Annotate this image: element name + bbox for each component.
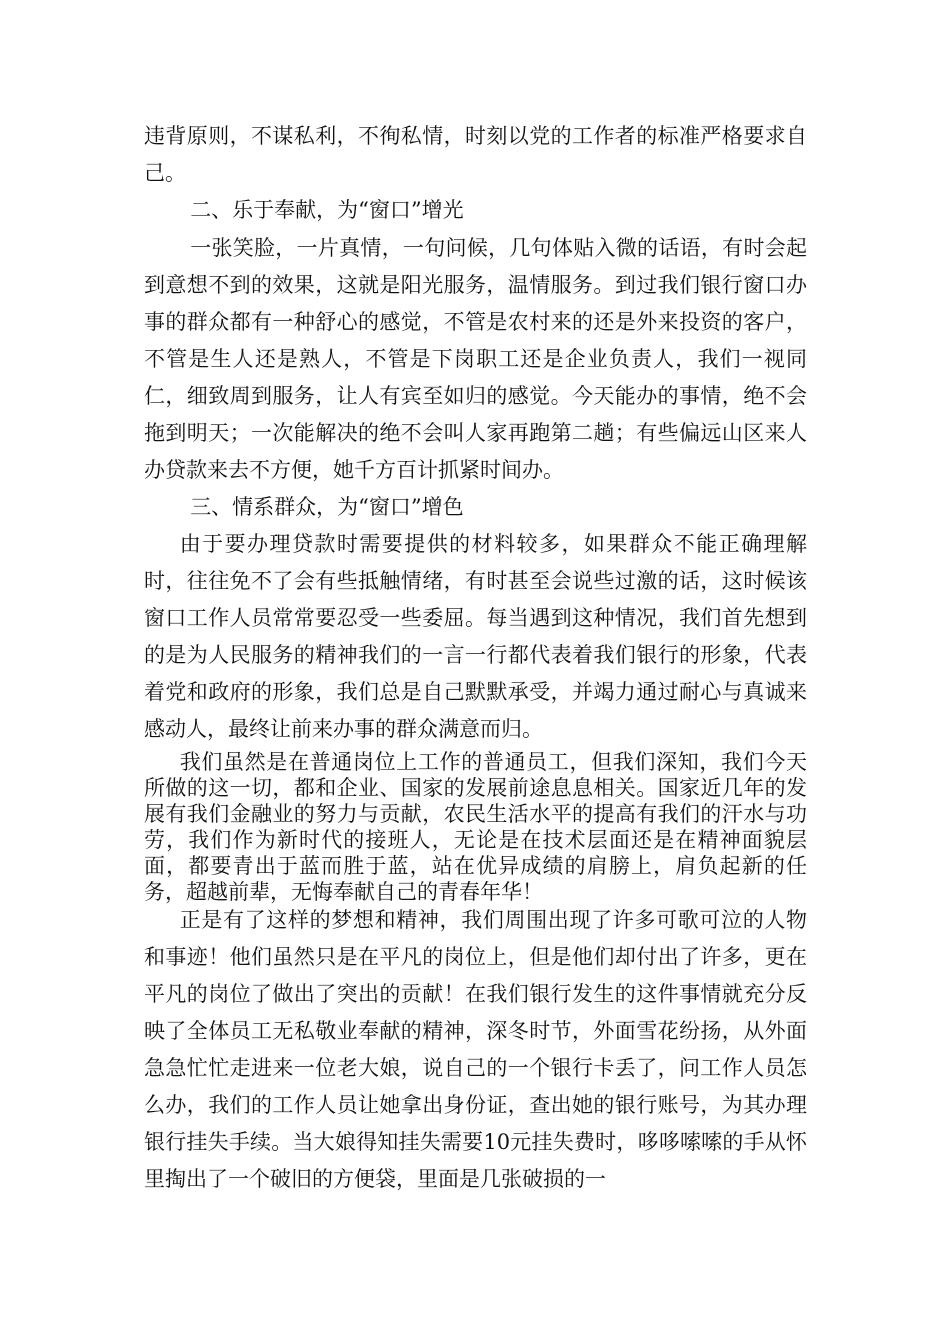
para-5-block: [144, 902, 807, 1198]
heading-3-block: [144, 489, 807, 526]
para-3-block: [144, 526, 807, 748]
section-heading-3: 三、情系群众，为“窗口”增色: [190, 495, 464, 519]
carryover-paragraph: 违背原则，不谋私利，不徇私情，时刻以党的工作者的标准严格要求自己。: [144, 124, 807, 185]
heading-2-block: [144, 192, 807, 229]
carryover-block: [144, 118, 807, 192]
body-paragraph-3: 由于要办理贷款时需要提供的材料较多，如果群众不能正确理解时，往往免不了会有些抵触情绪，有时甚至会说些过激的话，这时候该窗口工作人员常常要忍受一些委屈。每当遇到这种情况，我们首先想到的是为人民服务的精神我们的一言一行都代表着我们银行的形象，代表着党和政府的形象，我们总是自己默默承受，并竭力通过耐心与真诚来感动人，最终让前来办事的群众满意而归。: [144, 532, 807, 741]
body-paragraph-2: 一张笑脸，一片真情，一句问候，几句体贴入微的话语，有时会起到意想不到的效果，这就是阳光服务，温情服务。到过我们银行窗口办事的群众都有一种舒心的感觉，不管是农村来的还是外来投资的客户，不管是生人还是熟人，不管是下岗职工还是企业负责人，我们一视同仁，细致周到服务，让人有宾至如归的感觉。今天能办的事情，绝不会拖到明天；一次能解决的绝不会叫人家再跑第二趟；有些偏远山区来人办贷款来去不方便，她千方百计抓紧时间办。: [144, 236, 807, 482]
body-paragraph-5: 正是有了这样的梦想和精神，我们周围出现了许多可歌可泣的人物和事迹！他们虽然只是在平凡的岗位上，但是他们却付出了许多，更在平凡的岗位了做出了突出的贡献！在我们银行发生的这件事情就充分反映了全体员工无私敬业奉献的精神，深冬时节，外面雪花纷扬，从外面急急忙忙走进来一位老大娘，说自己的一个银行卡丢了，问工作人员怎么办，我们的工作人员让她拿出身份证，查出她的银行账号，为其办理银行挂失手续。当大娘得知挂失需要10元挂失费时，哆哆嗦嗦的手从怀里掏出了一个破旧的方便袋，里面是几张破损的一: [144, 908, 807, 1191]
para-4-block: [144, 749, 807, 905]
section-heading-2: 二、乐于奉献，为“窗口”增光: [190, 198, 464, 222]
para-2-block: [144, 230, 807, 489]
body-paragraph-4: 我们虽然是在普通岗位上工作的普通员工，但我们深知，我们今天所做的这一切，都和企业、国家的发展前途息息相关。国家近几年的发展有我们金融业的努力与贡献，农民生活水平的提高有我们的汗水与功劳，我们作为新时代的接班人，无论是在技术层面还是在精神面貌层面，都要青出于蓝而胜于蓝，站在优异成绩的肩膀上，肩负起新的任务，超越前辈，无悔奉献自己的青春年华！: [144, 750, 807, 904]
